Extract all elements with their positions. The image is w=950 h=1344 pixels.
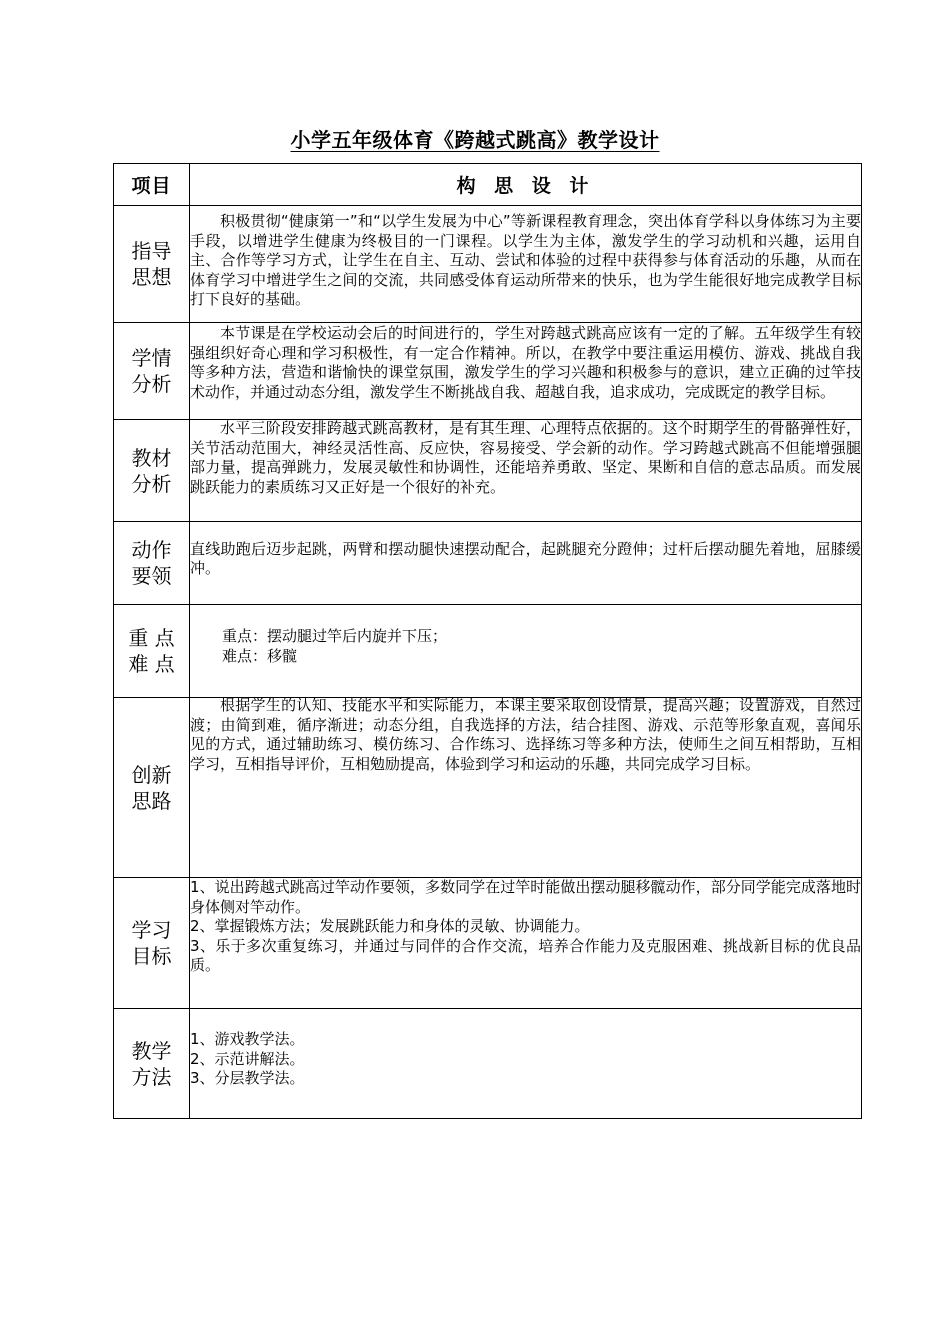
label-line: 教学 bbox=[131, 1038, 172, 1063]
content-goals bbox=[190, 878, 862, 1009]
lesson-plan-table bbox=[113, 163, 862, 1119]
method-item: 3、分层教学法。 bbox=[190, 1069, 305, 1088]
label-line: 动作 bbox=[131, 538, 172, 562]
students-text: 本节课是在学校运动会后的时间进行的，学生对跨越式跳高应该有一定的了解。五年级学生有较强组织好奇心理和学习积极性，有一定合作精神。所以，在教学中要注重运用模仿、游戏、挑战自我等多种方法，营造和谐愉快的课堂氛围，激发学生的学习兴趣和积极参与的意识，建立正确的过竿技术动作，并通过动态分组，激发学生不断挑战自我、超越自我，追求成功，完成既定的教学目标。 bbox=[190, 324, 861, 401]
label-line: 分析 bbox=[131, 372, 172, 396]
header-design: 构 思 设 计 bbox=[190, 164, 862, 206]
label-essentials bbox=[114, 522, 190, 605]
label-guiding bbox=[114, 206, 190, 323]
page-title bbox=[0, 124, 950, 156]
label-line: 分析 bbox=[131, 471, 172, 496]
row-students bbox=[114, 323, 862, 420]
row-goals bbox=[114, 878, 862, 1009]
label-line: 思路 bbox=[131, 788, 172, 813]
label-keypoints bbox=[114, 605, 190, 698]
label-goals bbox=[114, 878, 190, 1009]
content-material bbox=[190, 420, 862, 522]
title-text: 小学五年级体育《跨越式跳高》教学设计 bbox=[290, 128, 660, 152]
row-essentials bbox=[114, 522, 862, 605]
label-students bbox=[114, 323, 190, 420]
goal-item: 2、掌握锻炼方法；发展跳跃能力和身体的灵敏、协调能力。 bbox=[190, 917, 590, 935]
label-line: 学习 bbox=[131, 918, 172, 942]
difficulty-point: 难点：移髋 bbox=[222, 646, 298, 665]
label-line: 要领 bbox=[131, 564, 172, 588]
label-line: 指导 bbox=[131, 239, 172, 263]
row-keypoints bbox=[114, 605, 862, 698]
header-item: 项目 bbox=[114, 164, 190, 206]
content-guiding bbox=[190, 206, 862, 323]
content-methods bbox=[190, 1009, 862, 1119]
header-row bbox=[114, 164, 862, 206]
key-point: 重点：摆动腿过竿后内旋并下压； bbox=[222, 627, 448, 645]
label-line: 学情 bbox=[131, 346, 172, 370]
label-material bbox=[114, 420, 190, 522]
label-line: 难 点 bbox=[128, 652, 175, 676]
content-keypoints bbox=[190, 605, 862, 698]
label-line: 教材 bbox=[131, 445, 172, 470]
goal-item: 3、乐于多次重复练习，并通过与同伴的合作交流，培养合作能力及克服困难、挑战新目标的优良品质。 bbox=[190, 936, 861, 974]
row-material bbox=[114, 420, 862, 522]
method-item: 1、游戏教学法。 bbox=[190, 1030, 305, 1049]
content-students bbox=[190, 323, 862, 420]
content-essentials bbox=[190, 522, 862, 605]
label-line: 创新 bbox=[131, 762, 172, 787]
innovation-text: 根据学生的认知、技能水平和实际能力，本课主要采取创设情景，提高兴趣；设置游戏，自然过渡；由简到难，循序渐进；动态分组，自我选择的方法，结合挂图、游戏、示范等形象直观，喜闻乐见的方式，通过辅助练习、模仿练习、合作练习、选择练习等多种方法，使师生之间互相帮助，互相学习，互相指导评价，互相勉励提高，体验到学习和运动的乐趣，共同完成学习目标。 bbox=[190, 696, 861, 773]
content-innovation bbox=[190, 698, 862, 878]
label-line: 目标 bbox=[131, 944, 172, 968]
row-methods bbox=[114, 1009, 862, 1119]
label-methods bbox=[114, 1009, 190, 1119]
method-item: 2、示范讲解法。 bbox=[190, 1049, 305, 1068]
label-line: 方法 bbox=[131, 1064, 172, 1089]
goal-item: 1、说出跨越式跳高过竿动作要领，多数同学在过竿时能做出摆动腿移髋动作，部分同学能完成落地时身体侧对竿动作。 bbox=[190, 878, 861, 916]
label-line: 思想 bbox=[131, 265, 172, 289]
label-innovation bbox=[114, 698, 190, 878]
row-guiding bbox=[114, 206, 862, 323]
guiding-text: 积极贯彻“健康第一”和“以学生发展为中心”等新课程教育理念，突出体育学科以身体练习为主要手段，以增进学生健康为终极目的一门课程。以学生为主体，激发学生的学习动机和兴趣，运用自主、合作等学习方式，让学生在自主、互动、尝试和体验的过程中获得参与体育活动的乐趣，从而在体育学习中增进学生之间的交流，共同感受体育运动所带来的快乐，也为学生能很好地完成教学目标打下良好的基础。 bbox=[190, 212, 861, 309]
row-innovation bbox=[114, 698, 862, 878]
material-text: 水平三阶段安排跨越式跳高教材，是有其生理、心理特点依据的。这个时期学生的骨骼弹性好，关节活动范围大，神经灵活性高、反应快，容易接受、学会新的动作。学习跨越式跳高不但能增强腿部力量，提高弹跳力，发展灵敏性和协调性，还能培养勇敢、坚定、果断和自信的意志品质。而发展跳跃能力的素质练习又正好是一个很好的补充。 bbox=[190, 419, 861, 496]
label-line: 重 点 bbox=[128, 626, 175, 650]
essentials-text: 直线助跑后迈步起跳，两臂和摆动腿快速摆动配合，起跳腿充分蹬伸；过杆后摆动腿先着地，屈膝缓冲。 bbox=[190, 539, 861, 577]
